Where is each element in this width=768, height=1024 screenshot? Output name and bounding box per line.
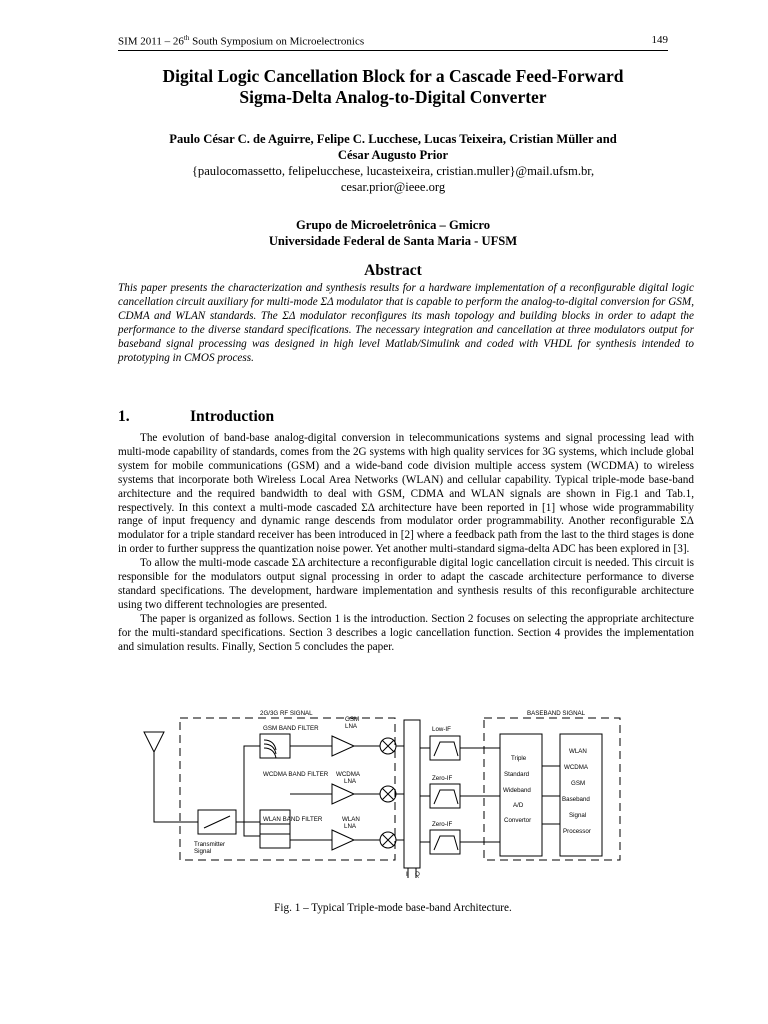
processor-label: WCDMA (564, 764, 589, 771)
title-line-1: Digital Logic Cancellation Block for a Cascade Feed-Forward (162, 66, 624, 86)
i-label: I (406, 871, 408, 878)
affiliation-line-1: Grupo de Microeletrônica – Gmicro (296, 218, 490, 232)
zero-if-label: Zero-IF (432, 821, 453, 828)
converter-label: Wideband (503, 787, 531, 794)
baseband-signal-label: BASEBAND SIGNAL (527, 710, 586, 717)
wlan-lna-label: LNA (344, 823, 357, 830)
gsm-lna-icon (332, 736, 354, 756)
conference-name: SIM 2011 – 26th South Symposium on Microelectronics (118, 34, 365, 48)
paragraph: The paper is organized as follows. Section 1 is the introduction. Section 2 focuses on selecting the appropriate architecture for the multi-standard specifications. Section 3 describes a logic cancellation function. Section 4 provides the implementation and simulation results. Finally, Section 5 concludes the paper. (118, 612, 694, 653)
rf-signal-label: 2G/3G RF SIGNAL (260, 710, 313, 717)
converter-block (500, 734, 542, 856)
processor-label: Signal (569, 812, 587, 819)
converter-label: Convertor (504, 817, 532, 824)
wcdma-lna-label: LNA (344, 778, 357, 785)
wlan-lna-label: WLAN (342, 816, 360, 823)
running-header (118, 34, 668, 48)
paper-title (118, 66, 668, 108)
converter-label: Standard (504, 771, 530, 778)
transmitter-label: Signal (194, 848, 212, 855)
local-oscillator-block (404, 720, 420, 868)
gsm-lna-label: GSM (345, 716, 360, 723)
processor-label: GSM (571, 780, 586, 787)
author-emails-line-1: {paulocomassetto, felipelucchese, lucasteixeira, cristian.muller}@mail.ufsm.br, (191, 164, 595, 178)
paragraph: The evolution of band-base analog-digital conversion in telecommunications systems and signal processing lead with multi-mode capability of standards, comes from the 2G systems with high quality services for 3G systems, which include global system for mobile communications (GSM) and a wide-band code division multiple access system (WCDMA) to wireless systems that incorporate both Wireless Local Area Networks (WLAN) and cellular capability. Typical triple-mode base-band architecture and the required bandwidth to deal with GSM, CDMA and WLAN signals are shown in Fig.1 and Tab.1, respectively. In this context a multi-mode cascaded ΣΔ architecture have been reported in [1] whose wide programmability range of input frequency and dynamic range descends from modulator order programmability. Another reconfigurable ΣΔ modulator for a triple standard receiver has been introduced in [2] where a feedback path from the last to the third stages is done in order to further suppress the quantization noise power. Yet another multi-standard sigma-delta ADC has been explored in [3]. (118, 432, 694, 556)
header-rule (118, 50, 668, 51)
processor-label: Baseband (562, 796, 590, 803)
rf-section-box (180, 718, 395, 860)
affiliation (118, 217, 668, 249)
abstract-text: This paper presents the characterization and synthesis results for a hardware implementation of a reconfigurable digital logic cancellation circuit auxiliary for multi-mode ΣΔ modulator that is capable to perform the analog-to-digital conversion for GSM, CDMA and WLAN standards. The ΣΔ modulator reconfigures its mash topology and building blocks in order to adapt the performance to the diverse standard specifications. The necessary integration and cancellation at three modulators output for baseband signal processing was designed in high level Matlab/Simulink and coded with VHDL for synthesis intended to prototyping in CMOS process. (118, 282, 694, 364)
section-title: Introduction (190, 408, 275, 425)
author-names-line-2: César Augusto Prior (337, 148, 449, 162)
gsm-filter-label: GSM BAND FILTER (263, 725, 319, 732)
author-emails-line-2: cesar.prior@ieee.org (340, 180, 446, 194)
section-heading (118, 408, 274, 426)
wlan-filter-icon (260, 824, 290, 848)
wcdma-filter-label: WCDMA BAND FILTER (263, 771, 329, 778)
transmitter-label: Transmitter (194, 841, 226, 848)
title-line-2: Sigma-Delta Analog-to-Digital Converter (239, 87, 547, 107)
paragraph: To allow the multi-mode cascade ΣΔ architecture a reconfigurable digital logic cancellation circuit is needed. This circuit is responsible for the modulators output signal processing in order to adapt the cascade architecture performance to diverse standard specifications. The development, hardware implementation and synthesis results of this reconfigurable architecture using two different technologies are presented. (118, 557, 694, 611)
affiliation-line-2: Universidade Federal de Santa Maria - UFSM (268, 234, 518, 248)
author-block (118, 131, 668, 195)
antenna-icon (144, 732, 198, 822)
gsm-lna-label: LNA (345, 723, 358, 730)
page-number: 149 (651, 34, 668, 46)
author-names-line-1: Paulo César C. de Aguirre, Felipe C. Lucchese, Lucas Teixeira, Cristian Müller and (169, 132, 617, 146)
q-label: Q (415, 871, 420, 878)
figure-caption: Fig. 1 – Typical Triple-mode base-band Architecture. (274, 902, 512, 914)
wlan-filter-label: WLAN BAND FILTER (263, 816, 323, 823)
low-if-label: Low-IF (432, 726, 451, 733)
architecture-diagram (132, 706, 632, 886)
processor-label: Processor (563, 828, 591, 835)
wcdma-lna-icon (332, 784, 354, 804)
wcdma-lna-label: WCDMA (336, 771, 361, 778)
wlan-lna-icon (332, 830, 354, 850)
processor-label: WLAN (569, 748, 587, 755)
section-number: 1. (118, 408, 130, 425)
introduction-body (118, 432, 694, 655)
converter-label: Triple (511, 755, 527, 762)
converter-label: A/D (513, 802, 524, 809)
zero-if-label: Zero-IF (432, 775, 453, 782)
abstract-heading: Abstract (364, 262, 422, 279)
figure-1 (132, 706, 632, 886)
